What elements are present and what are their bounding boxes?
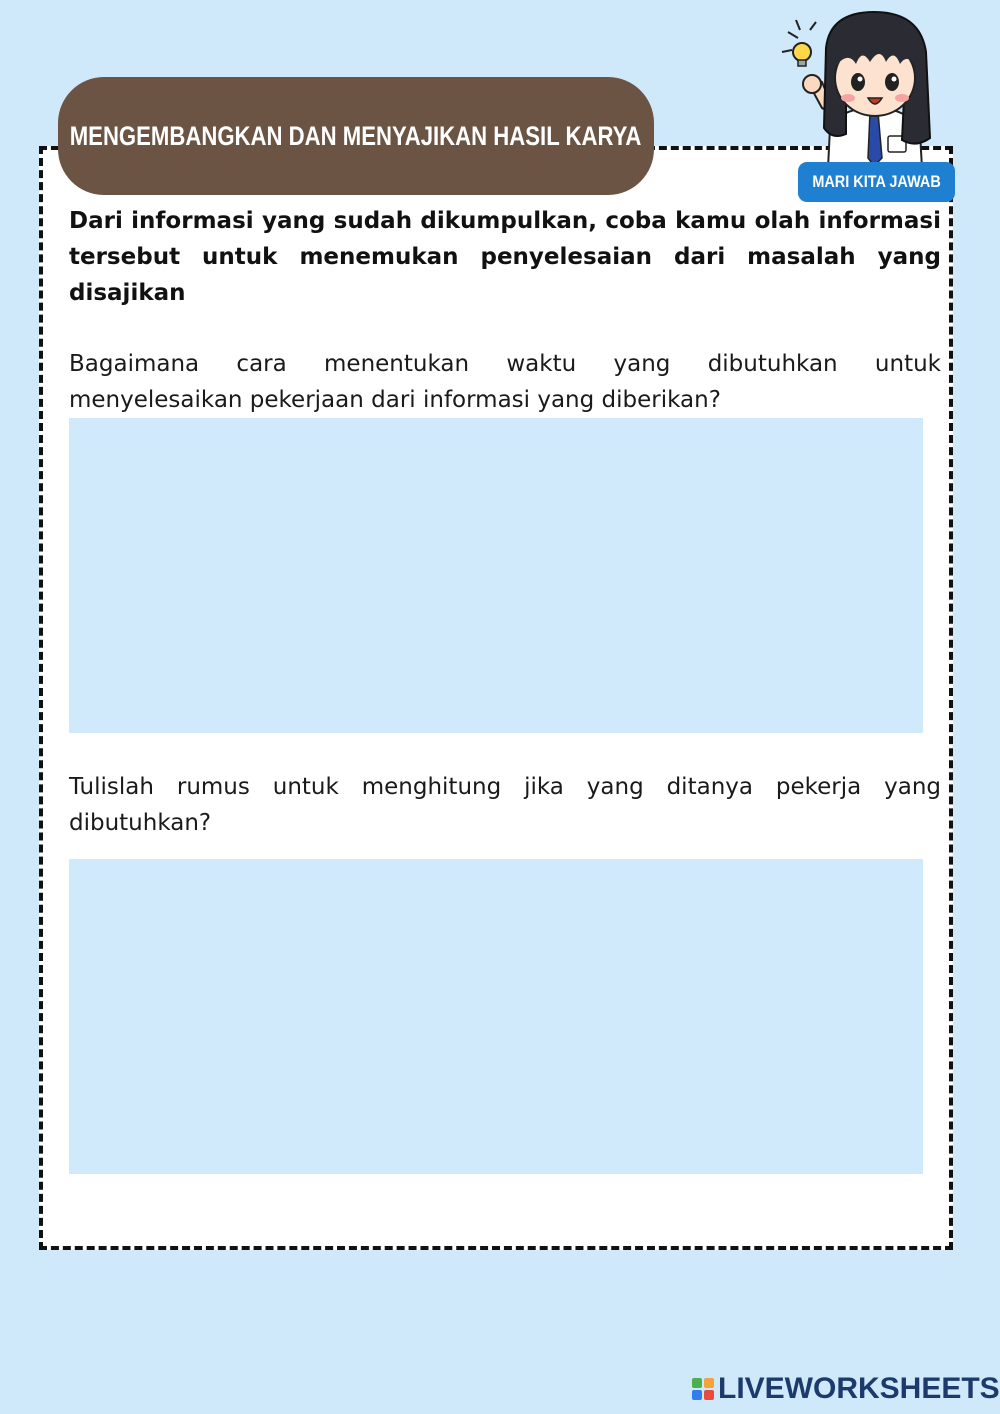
- mari-kita-jawab-badge: [798, 162, 955, 202]
- liveworksheets-logo-icon: [692, 1378, 714, 1400]
- student-girl-illustration: [770, 8, 960, 168]
- brand-name: LIVEWORKSHEETS: [718, 1372, 1000, 1405]
- answer-2-input[interactable]: [69, 859, 923, 1174]
- section-title-pill: [58, 77, 654, 195]
- answer-1-input[interactable]: [69, 418, 923, 733]
- liveworksheets-brand: [692, 1374, 1000, 1404]
- question-1-text: Bagaimana cara menentukan waktu yang dibutuhkan untuk menyelesaikan pekerjaan dari informasi yang diberikan?: [69, 351, 941, 413]
- instruction-text: Dari informasi yang sudah dikumpulkan, coba kamu olah informasi tersebut untuk menemukan penyelesaian dari masalah yang disajikan: [69, 208, 941, 306]
- lightbulb-icon: [782, 20, 816, 66]
- question-2-text: Tulislah rumus untuk menghitung jika yang ditanya pekerja yang dibutuhkan?: [69, 774, 941, 836]
- badge-label: MARI KITA JAWAB: [812, 172, 941, 191]
- section-title: MENGEMBANGKAN DAN MENYAJIKAN HASIL KARYA: [70, 120, 642, 151]
